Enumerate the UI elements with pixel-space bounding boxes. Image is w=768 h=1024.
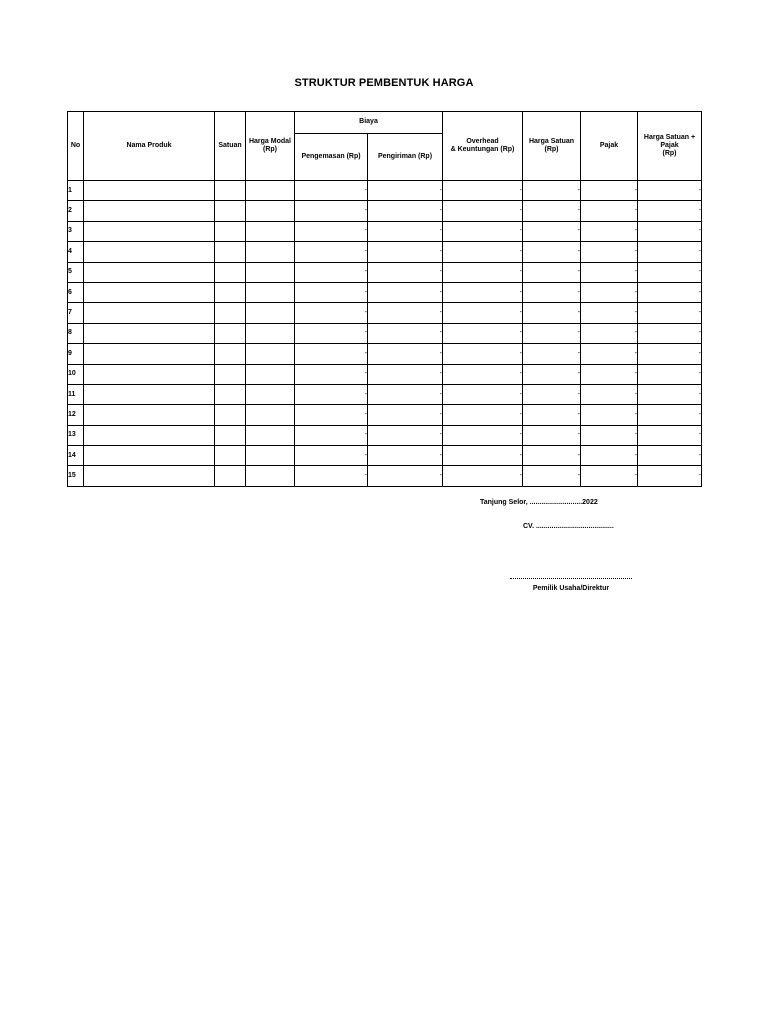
cell-harga-modal[interactable] [246, 323, 295, 343]
cell-satuan[interactable] [215, 282, 246, 302]
cell-pengiriman: - [368, 201, 443, 221]
table-row [68, 181, 702, 201]
cell-harga-satuan-pajak: - [638, 242, 702, 262]
cell-overhead: - [443, 466, 523, 486]
cell-pengemasan: - [295, 282, 368, 302]
cell-pengiriman: - [368, 425, 443, 445]
header-biaya: Biaya [295, 112, 443, 134]
cell-nama-produk[interactable] [84, 242, 215, 262]
header-satuan: Satuan [215, 112, 246, 181]
cell-pajak: - [581, 303, 638, 323]
table-row [68, 446, 702, 466]
cell-pajak: - [581, 221, 638, 241]
cell-harga-satuan: - [523, 181, 581, 201]
cell-pengemasan: - [295, 364, 368, 384]
table-row [68, 262, 702, 282]
cell-harga-modal[interactable] [246, 201, 295, 221]
cell-pengemasan: - [295, 384, 368, 404]
cell-pajak: - [581, 242, 638, 262]
cell-pengiriman: - [368, 344, 443, 364]
table-row [68, 201, 702, 221]
cell-nama-produk[interactable] [84, 344, 215, 364]
cell-harga-satuan: - [523, 466, 581, 486]
cell-pengiriman: - [368, 364, 443, 384]
cell-nama-produk[interactable] [84, 364, 215, 384]
cell-harga-modal[interactable] [246, 446, 295, 466]
row-number: 15 [68, 466, 84, 486]
cell-harga-satuan-pajak: - [638, 364, 702, 384]
cell-nama-produk[interactable] [84, 466, 215, 486]
cell-pajak: - [581, 364, 638, 384]
row-number: 11 [68, 384, 84, 404]
cell-overhead: - [443, 201, 523, 221]
cell-pajak: - [581, 201, 638, 221]
cell-satuan[interactable] [215, 242, 246, 262]
cell-pajak: - [581, 344, 638, 364]
table-row [68, 323, 702, 343]
price-structure-table [67, 111, 702, 487]
cell-pajak: - [581, 262, 638, 282]
cell-pengemasan: - [295, 466, 368, 486]
row-number: 12 [68, 405, 84, 425]
cell-pajak: - [581, 181, 638, 201]
cell-satuan[interactable] [215, 425, 246, 445]
cell-pengemasan: - [295, 323, 368, 343]
cell-pengemasan: - [295, 181, 368, 201]
cell-pengiriman: - [368, 466, 443, 486]
cell-harga-satuan: - [523, 446, 581, 466]
cell-harga-satuan-pajak: - [638, 303, 702, 323]
cell-satuan[interactable] [215, 303, 246, 323]
cell-overhead: - [443, 242, 523, 262]
cell-pajak: - [581, 446, 638, 466]
cell-nama-produk[interactable] [84, 262, 215, 282]
cell-pengiriman: - [368, 323, 443, 343]
cell-harga-satuan: - [523, 201, 581, 221]
cell-satuan[interactable] [215, 466, 246, 486]
header-pengemasan: Pengemasan (Rp) [295, 134, 368, 181]
cell-pengemasan: - [295, 303, 368, 323]
cell-harga-satuan: - [523, 344, 581, 364]
cell-harga-modal[interactable] [246, 242, 295, 262]
cell-harga-modal[interactable] [246, 282, 295, 302]
cell-pengiriman: - [368, 405, 443, 425]
row-number: 8 [68, 323, 84, 343]
row-number: 4 [68, 242, 84, 262]
cell-harga-modal[interactable] [246, 425, 295, 445]
cell-satuan[interactable] [215, 344, 246, 364]
document-title: STRUKTUR PEMBENTUK HARGA [294, 77, 474, 89]
row-number: 5 [68, 262, 84, 282]
table-row [68, 466, 702, 486]
table-row [68, 282, 702, 302]
cell-harga-satuan-pajak: - [638, 282, 702, 302]
cell-overhead: - [443, 344, 523, 364]
cell-harga-satuan-pajak: - [638, 221, 702, 241]
table-body [68, 181, 702, 487]
cell-harga-satuan-pajak: - [638, 466, 702, 486]
cell-harga-satuan-pajak: - [638, 262, 702, 282]
cell-pajak: - [581, 282, 638, 302]
cell-harga-satuan: - [523, 303, 581, 323]
signature-line [510, 578, 632, 579]
cell-satuan[interactable] [215, 221, 246, 241]
header-overhead: Overhead & Keuntungan (Rp) [443, 112, 523, 181]
table-row [68, 303, 702, 323]
table-row [68, 425, 702, 445]
cell-pajak: - [581, 466, 638, 486]
header-harga-satuan-pajak: Harga Satuan + Pajak (Rp) [638, 112, 702, 181]
cell-harga-satuan-pajak: - [638, 323, 702, 343]
cell-satuan[interactable] [215, 364, 246, 384]
row-number: 10 [68, 364, 84, 384]
cell-harga-satuan: - [523, 262, 581, 282]
cell-pengemasan: - [295, 344, 368, 364]
cell-pengiriman: - [368, 282, 443, 302]
cell-overhead: - [443, 405, 523, 425]
cell-harga-satuan: - [523, 221, 581, 241]
table-row [68, 242, 702, 262]
cell-harga-satuan-pajak: - [638, 344, 702, 364]
cell-pengiriman: - [368, 242, 443, 262]
cell-harga-satuan: - [523, 364, 581, 384]
header-pengiriman: Pengiriman (Rp) [368, 134, 443, 181]
header-harga-satuan: Harga Satuan (Rp) [523, 112, 581, 181]
cell-harga-modal[interactable] [246, 384, 295, 404]
cell-overhead: - [443, 384, 523, 404]
row-number: 9 [68, 344, 84, 364]
cell-nama-produk[interactable] [84, 282, 215, 302]
cell-harga-modal[interactable] [246, 466, 295, 486]
cell-overhead: - [443, 221, 523, 241]
cell-nama-produk[interactable] [84, 181, 215, 201]
cell-harga-modal[interactable] [246, 221, 295, 241]
cell-satuan[interactable] [215, 181, 246, 201]
row-number: 3 [68, 221, 84, 241]
cell-harga-satuan: - [523, 282, 581, 302]
row-number: 1 [68, 181, 84, 201]
cell-harga-satuan-pajak: - [638, 181, 702, 201]
row-number: 7 [68, 303, 84, 323]
cell-harga-modal[interactable] [246, 303, 295, 323]
row-number: 2 [68, 201, 84, 221]
cell-harga-modal[interactable] [246, 181, 295, 201]
cell-pengemasan: - [295, 446, 368, 466]
cell-pengemasan: - [295, 221, 368, 241]
cell-nama-produk[interactable] [84, 323, 215, 343]
place-date: Tanjung Selor, ...........................2022 [480, 499, 598, 506]
cell-pajak: - [581, 323, 638, 343]
cell-harga-satuan-pajak: - [638, 425, 702, 445]
cell-pajak: - [581, 384, 638, 404]
cell-nama-produk[interactable] [84, 446, 215, 466]
cell-nama-produk[interactable] [84, 425, 215, 445]
cell-harga-satuan: - [523, 405, 581, 425]
cell-harga-satuan-pajak: - [638, 405, 702, 425]
header-nama-produk: Nama Produk [84, 112, 215, 181]
header-harga-modal: Harga Modal (Rp) [246, 112, 295, 181]
cell-overhead: - [443, 446, 523, 466]
cell-nama-produk[interactable] [84, 405, 215, 425]
cell-harga-modal[interactable] [246, 344, 295, 364]
cell-harga-modal[interactable] [246, 405, 295, 425]
cell-overhead: - [443, 181, 523, 201]
cell-harga-satuan: - [523, 425, 581, 445]
cell-satuan[interactable] [215, 323, 246, 343]
table-row [68, 344, 702, 364]
cell-satuan[interactable] [215, 446, 246, 466]
cell-overhead: - [443, 262, 523, 282]
cell-harga-satuan-pajak: - [638, 201, 702, 221]
header-pajak: Pajak [581, 112, 638, 181]
cell-satuan[interactable] [215, 384, 246, 404]
cell-harga-satuan-pajak: - [638, 384, 702, 404]
cell-nama-produk[interactable] [84, 303, 215, 323]
cell-pajak: - [581, 425, 638, 445]
row-number: 13 [68, 425, 84, 445]
cell-harga-satuan: - [523, 384, 581, 404]
cell-nama-produk[interactable] [84, 201, 215, 221]
table-row [68, 405, 702, 425]
cell-nama-produk[interactable] [84, 221, 215, 241]
cell-satuan[interactable] [215, 201, 246, 221]
cell-harga-satuan: - [523, 323, 581, 343]
cell-harga-modal[interactable] [246, 364, 295, 384]
cell-overhead: - [443, 282, 523, 302]
cell-overhead: - [443, 425, 523, 445]
cell-pengemasan: - [295, 262, 368, 282]
company-name-line: CV. ........................................ [523, 523, 614, 530]
row-number: 14 [68, 446, 84, 466]
cell-pengemasan: - [295, 425, 368, 445]
cell-pengiriman: - [368, 303, 443, 323]
cell-harga-satuan-pajak: - [638, 446, 702, 466]
cell-overhead: - [443, 303, 523, 323]
cell-harga-satuan: - [523, 242, 581, 262]
row-number: 6 [68, 282, 84, 302]
cell-pengiriman: - [368, 181, 443, 201]
header-no: No [68, 112, 84, 181]
table-row [68, 384, 702, 404]
cell-nama-produk[interactable] [84, 384, 215, 404]
cell-pengiriman: - [368, 262, 443, 282]
cell-satuan[interactable] [215, 405, 246, 425]
cell-pengemasan: - [295, 242, 368, 262]
cell-satuan[interactable] [215, 262, 246, 282]
cell-pajak: - [581, 405, 638, 425]
cell-pengemasan: - [295, 201, 368, 221]
cell-pengiriman: - [368, 384, 443, 404]
signer-title: Pemilik Usaha/Direktur [532, 585, 610, 592]
cell-pengiriman: - [368, 446, 443, 466]
cell-pengiriman: - [368, 221, 443, 241]
cell-overhead: - [443, 364, 523, 384]
cell-overhead: - [443, 323, 523, 343]
table-row [68, 221, 702, 241]
cell-harga-modal[interactable] [246, 262, 295, 282]
table-row [68, 364, 702, 384]
cell-pengemasan: - [295, 405, 368, 425]
